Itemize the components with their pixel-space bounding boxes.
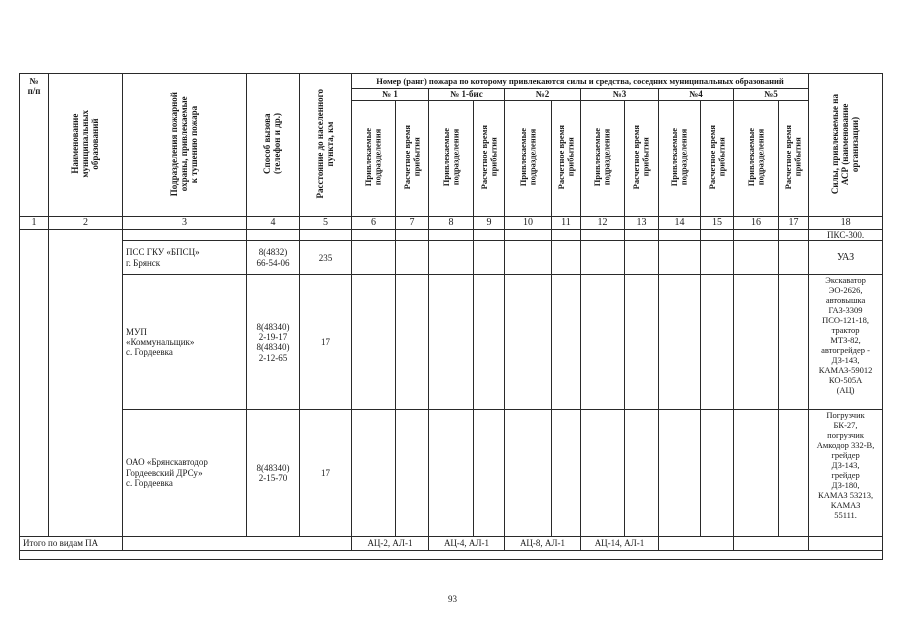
table-row xyxy=(20,241,883,275)
header-col-call-method: Способ вызова (телефон и др.) xyxy=(247,74,300,217)
column-number: 12 xyxy=(581,216,625,229)
unit-cell: ПСС ГКУ «БПСЦ» г. Брянск xyxy=(123,241,247,275)
forces-cell: Экскаватор ЭО-2626, автовышка ГАЗ-3309 ПСО-121-18, трактор МТЗ-82, автогрейдер - ДЗ-143, КАМАЗ-59012 КО-505А (АЦ) xyxy=(809,275,883,410)
totals-rank1bis: АЦ-4, АЛ-1 xyxy=(429,536,505,550)
column-number: 1 xyxy=(20,216,49,229)
forces-cell: ПКС-300. xyxy=(809,229,883,240)
phone-cell: 8(48340) 2-19-17 8(48340) 2-12-65 xyxy=(247,275,300,410)
column-number: 16 xyxy=(734,216,779,229)
column-number: 15 xyxy=(701,216,734,229)
column-number: 5 xyxy=(300,216,352,229)
fire-forces-table xyxy=(19,73,883,560)
header-sub-time: Расчетное время прибытия xyxy=(779,101,809,217)
header-sub-time: Расчетное время прибытия xyxy=(396,101,429,217)
header-col-distance: Расстояние до населенного пункта, км xyxy=(300,74,352,217)
table-row xyxy=(20,275,883,410)
column-number: 6 xyxy=(352,216,396,229)
column-number: 3 xyxy=(123,216,247,229)
forces-cell: Погрузчик БК-27, погрузчик Амкодор 332-В, грейдер ДЗ-143, грейдер ДЗ-180, КАМАЗ 53213, КАМАЗ 55111. xyxy=(809,410,883,537)
totals-rank1: АЦ-2, АЛ-1 xyxy=(352,536,429,550)
header-sub-units: Привлекаемые подразделения xyxy=(429,101,474,217)
column-number: 7 xyxy=(396,216,429,229)
header-col-number: № п/п xyxy=(20,74,49,217)
column-number: 2 xyxy=(49,216,123,229)
header-sub-units: Привлекаемые подразделения xyxy=(505,101,552,217)
column-number: 18 xyxy=(809,216,883,229)
table-row xyxy=(20,410,883,537)
totals-rank2: АЦ-8, АЛ-1 xyxy=(505,536,581,550)
header-col-units: Подразделения пожарной охраны, привлекаемые к тушению пожара xyxy=(123,74,247,217)
header-sub-time: Расчетное время прибытия xyxy=(701,101,734,217)
distance-cell: 17 xyxy=(300,410,352,537)
totals-label: Итого по видам ПА xyxy=(20,536,123,550)
unit-cell: МУП «Коммунальщик» с. Гордеевка xyxy=(123,275,247,410)
column-number: 17 xyxy=(779,216,809,229)
header-rank-5: №5 xyxy=(734,89,809,101)
phone-cell: 8(48340) 2-15-70 xyxy=(247,410,300,537)
table-row xyxy=(20,229,883,240)
header-sub-time: Расчетное время прибытия xyxy=(552,101,581,217)
unit-cell: ОАО «Брянскавтодор Гордеевский ДРСу» с. Гордеевка xyxy=(123,410,247,537)
totals-rank3: АЦ-14, АЛ-1 xyxy=(581,536,659,550)
header-sub-units: Привлекаемые подразделения xyxy=(581,101,625,217)
header-col-forces: Силы, привлекаемые на АСР (наименование организации) xyxy=(809,74,883,217)
header-rank-4: №4 xyxy=(659,89,734,101)
header-rank-2: №2 xyxy=(505,89,581,101)
forces-cell: УАЗ xyxy=(809,241,883,275)
phone-cell: 8(4832) 66-54-06 xyxy=(247,241,300,275)
header-sub-time: Расчетное время прибытия xyxy=(625,101,659,217)
column-number: 11 xyxy=(552,216,581,229)
header-rank-1: № 1 xyxy=(352,89,429,101)
header-col-municipality: Наименование муниципальных образований xyxy=(49,74,123,217)
column-number: 8 xyxy=(429,216,474,229)
header-sub-time: Расчетное время прибытия xyxy=(474,101,505,217)
header-rank-group: Номер (ранг) пожара по которому привлекаются силы и средства, соседних муниципальных образований xyxy=(352,74,809,89)
totals-row xyxy=(20,536,883,550)
column-number: 14 xyxy=(659,216,701,229)
distance-cell: 17 xyxy=(300,275,352,410)
page-number: 93 xyxy=(448,594,457,604)
column-number: 9 xyxy=(474,216,505,229)
header-sub-units: Привлекаемые подразделения xyxy=(659,101,701,217)
column-number: 4 xyxy=(247,216,300,229)
header-sub-units: Привлекаемые подразделения xyxy=(352,101,396,217)
column-number: 13 xyxy=(625,216,659,229)
column-number: 10 xyxy=(505,216,552,229)
header-rank-3: №3 xyxy=(581,89,659,101)
header-rank-1bis: № 1-бис xyxy=(429,89,505,101)
header-sub-units: Привлекаемые подразделения xyxy=(734,101,779,217)
distance-cell: 235 xyxy=(300,241,352,275)
